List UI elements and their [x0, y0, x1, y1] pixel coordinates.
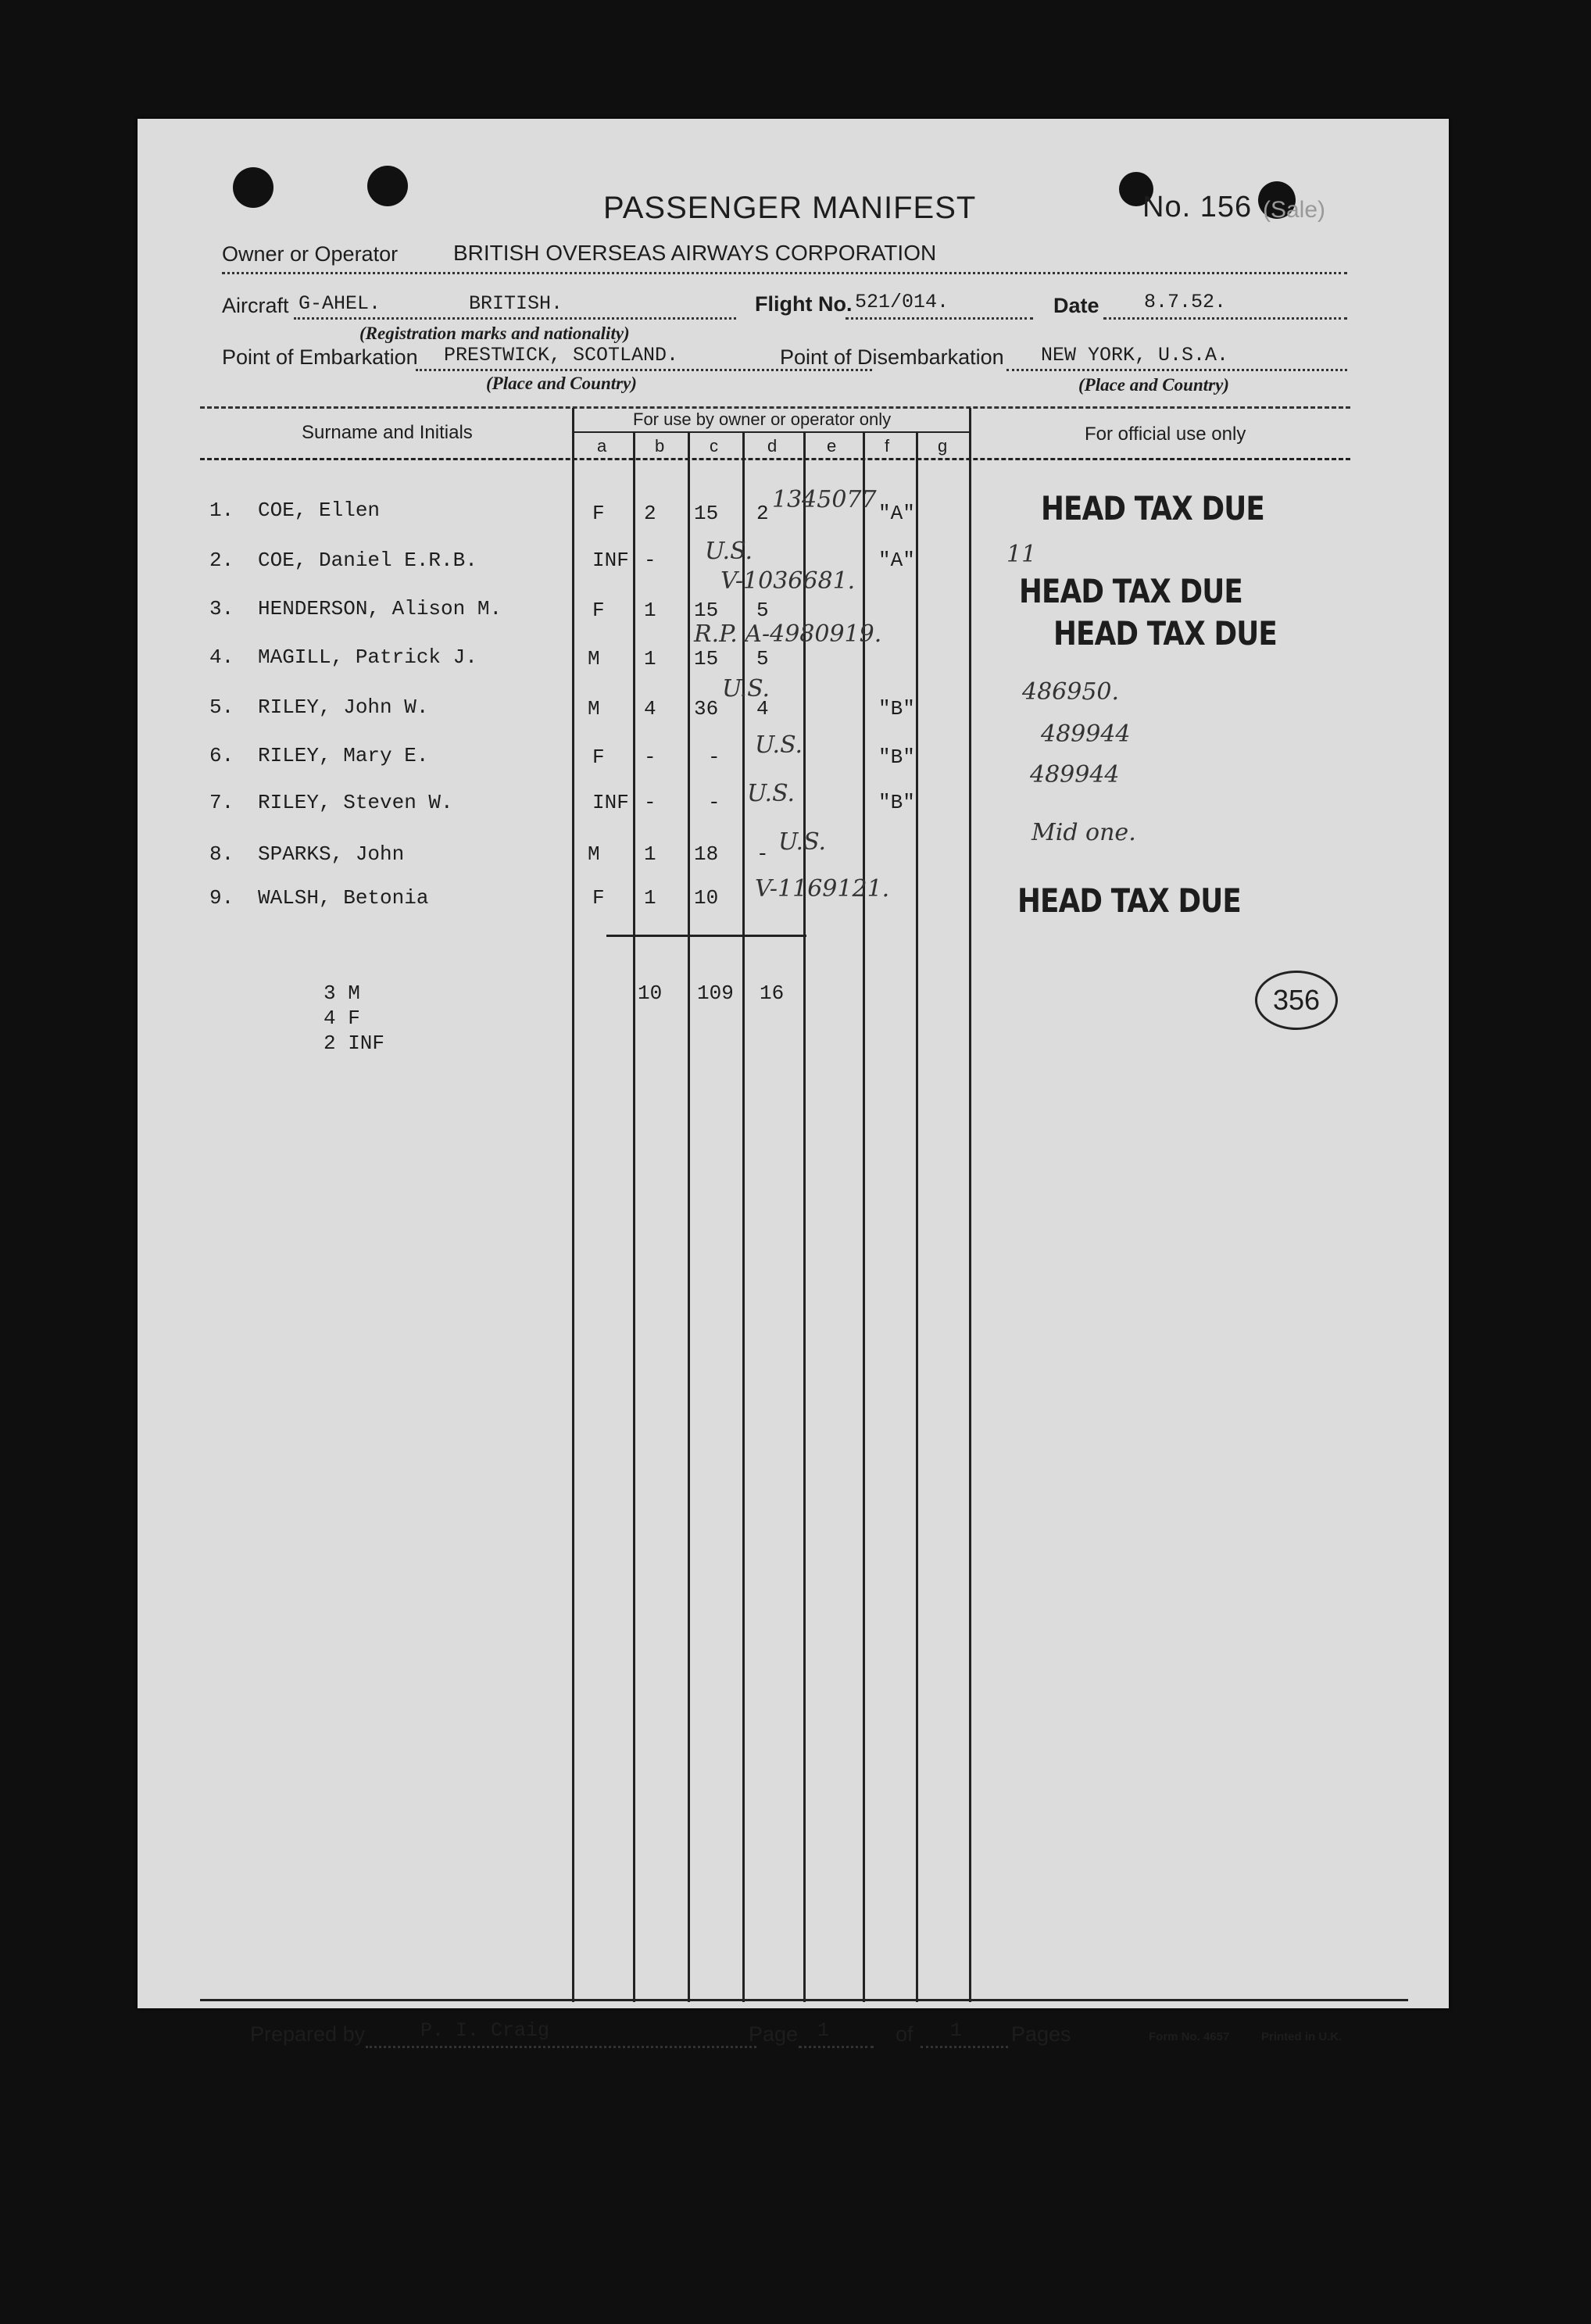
page-underline — [799, 2046, 874, 2048]
official-use-header: For official use only — [1085, 424, 1246, 445]
of-label: of — [896, 2022, 913, 2046]
page-value: 1 — [817, 2019, 830, 2042]
col-divider-g — [916, 431, 918, 2002]
punch-hole — [233, 167, 274, 208]
col-letter-a: a — [597, 436, 607, 456]
page-label: Page — [749, 2022, 799, 2046]
cell-b: 2 — [644, 502, 656, 525]
handwritten-note: R.P. A-4980919. — [694, 620, 882, 648]
handwritten-note: V-1036681. — [720, 567, 856, 595]
summary-male: 3 M — [324, 981, 360, 1005]
row-number: 7. — [209, 791, 234, 814]
passenger-name: WALSH, Betonia — [258, 886, 429, 910]
cell-b: - — [644, 745, 656, 769]
row-number: 2. — [209, 549, 234, 572]
summary-infant: 2 INF — [324, 1031, 385, 1055]
totals-rule — [606, 935, 806, 937]
total-c: 109 — [697, 981, 734, 1005]
cell-a: INF — [592, 791, 629, 814]
table-header-rule — [200, 458, 1350, 460]
cell-f: "A" — [878, 502, 915, 525]
owner-underline — [222, 272, 1347, 274]
col-divider-b — [633, 431, 635, 2002]
handwritten-note: U.S. — [778, 828, 827, 856]
col-divider-official — [969, 408, 971, 2002]
prepared-by-underline — [366, 2046, 756, 2048]
flight-label: Flight No. — [755, 292, 853, 316]
cell-a: F — [592, 599, 605, 622]
flight-underline — [846, 317, 1033, 320]
col-divider-e — [803, 431, 806, 2002]
cell-a: F — [592, 886, 605, 910]
official-entry: 489944 — [1041, 720, 1131, 748]
cell-c: 10 — [694, 886, 719, 910]
col-divider-a — [572, 408, 574, 2002]
cell-d: 5 — [756, 599, 769, 622]
official-entry: 489944 — [1030, 761, 1120, 788]
printed-in: Printed in U.K. — [1261, 2030, 1343, 2043]
row-number: 3. — [209, 597, 234, 620]
official-entry: 486950. — [1022, 678, 1120, 706]
disembarkation-value: NEW YORK, U.S.A. — [1041, 344, 1229, 366]
owner-use-rule — [572, 431, 969, 433]
passenger-name: HENDERSON, Alison M. — [258, 597, 502, 620]
punch-hole — [367, 166, 408, 206]
place-note-right: (Place and Country) — [1078, 375, 1229, 395]
manifest-sheet — [138, 119, 1449, 2046]
cell-b: 4 — [644, 697, 656, 720]
col-letter-c: c — [710, 436, 718, 456]
passenger-name: RILEY, Steven W. — [258, 791, 453, 814]
cell-d: - — [756, 842, 769, 866]
date-value: 8.7.52. — [1144, 291, 1227, 313]
owner-use-header: For use by owner or operator only — [633, 409, 892, 429]
cell-b: 1 — [644, 599, 656, 622]
date-underline — [1103, 317, 1347, 320]
col-letter-d: d — [767, 436, 778, 456]
owner-label: Owner or Operator — [222, 242, 399, 266]
official-entry: Mid one. — [1031, 819, 1136, 846]
table-top-rule — [200, 406, 1350, 409]
embarkation-value: PRESTWICK, SCOTLAND. — [444, 344, 679, 366]
cell-a: M — [588, 647, 600, 670]
cell-f: "B" — [878, 791, 915, 814]
cell-c: 15 — [694, 599, 719, 622]
cell-b: 1 — [644, 842, 656, 866]
prepared-by-value: P. I. Craig — [420, 2019, 550, 2042]
row-number: 8. — [209, 842, 234, 866]
passenger-name: COE, Daniel E.R.B. — [258, 549, 477, 572]
summary-female: 4 F — [324, 1006, 360, 1030]
total-d: 16 — [760, 981, 785, 1005]
embarkation-label: Point of Embarkation — [222, 345, 418, 369]
passenger-name: RILEY, Mary E. — [258, 744, 429, 767]
cell-b: 1 — [644, 647, 656, 670]
cell-b: - — [644, 549, 656, 572]
footer-rule — [200, 1999, 1408, 2001]
official-entry: 11 — [1006, 541, 1037, 568]
row-number: 1. — [209, 499, 234, 522]
passenger-name: SPARKS, John — [258, 842, 405, 866]
handwritten-note: U.S. — [705, 538, 753, 565]
page-title: PASSENGER MANIFEST — [603, 191, 977, 225]
cell-f: "A" — [878, 549, 915, 572]
prepared-by-label: Prepared by — [250, 2022, 366, 2046]
cell-c: 15 — [694, 502, 719, 525]
handwritten-note: 1345077 — [772, 486, 877, 513]
total-b: 10 — [638, 981, 663, 1005]
cell-f: "B" — [878, 745, 915, 769]
cell-a: M — [588, 697, 600, 720]
cell-c: - — [708, 791, 720, 814]
date-label: Date — [1053, 294, 1099, 317]
manifest-number: No. 156 — [1142, 191, 1253, 223]
place-note-left: (Place and Country) — [486, 374, 637, 393]
handwritten-note: V-1169121. — [755, 875, 890, 903]
cell-f: "B" — [878, 697, 915, 720]
official-entry: HEAD TAX DUE — [1053, 614, 1277, 653]
col-divider-f — [863, 431, 865, 2002]
cell-d: 5 — [756, 647, 769, 670]
pages-label: Pages — [1011, 2022, 1071, 2046]
cell-a: M — [588, 842, 600, 866]
aircraft-registration: G-AHEL. — [299, 292, 381, 315]
cell-b: - — [644, 791, 656, 814]
flight-number: 521/014. — [855, 291, 949, 313]
cell-a: F — [592, 502, 605, 525]
passenger-name: RILEY, John W. — [258, 695, 429, 719]
of-underline — [921, 2046, 1008, 2048]
col-letter-g: g — [938, 436, 948, 456]
col-divider-c — [688, 431, 690, 2002]
col-letter-f: f — [885, 436, 890, 456]
official-entry: HEAD TAX DUE — [1041, 489, 1264, 527]
aircraft-underline — [294, 317, 736, 320]
handwritten-note: U.S. — [722, 675, 770, 703]
row-number: 5. — [209, 695, 234, 719]
registration-note: (Registration marks and nationality) — [359, 324, 630, 343]
circled-number: 356 — [1255, 971, 1338, 1030]
handwritten-note: U.S. — [755, 731, 803, 759]
row-number: 6. — [209, 744, 234, 767]
cell-c: 18 — [694, 842, 719, 866]
cell-b: 1 — [644, 886, 656, 910]
cell-a: INF — [592, 549, 629, 572]
cell-a: F — [592, 745, 605, 769]
disembarkation-label: Point of Disembarkation — [780, 345, 1004, 369]
col-letter-e: e — [827, 436, 837, 456]
cell-c: 15 — [694, 647, 719, 670]
cell-d: 2 — [756, 502, 769, 525]
passenger-name: COE, Ellen — [258, 499, 381, 522]
passenger-name: MAGILL, Patrick J. — [258, 645, 477, 669]
aircraft-nationality: BRITISH. — [469, 292, 563, 315]
manifest-number-suffix: (Sale) — [1263, 197, 1326, 223]
official-entry: HEAD TAX DUE — [1019, 572, 1242, 610]
cell-c: 36 — [694, 697, 719, 720]
col-divider-d — [742, 431, 745, 2002]
disembarkation-underline — [1006, 369, 1347, 371]
aircraft-label: Aircraft — [222, 294, 289, 317]
of-value: 1 — [950, 2019, 963, 2042]
cell-d: 4 — [756, 697, 769, 720]
handwritten-note: U.S. — [747, 780, 796, 807]
row-number: 4. — [209, 645, 234, 669]
row-number: 9. — [209, 886, 234, 910]
official-entry: HEAD TAX DUE — [1017, 881, 1241, 920]
col-letter-b: b — [655, 436, 665, 456]
form-number: Form No. 4657 — [1149, 2030, 1230, 2043]
owner-value: BRITISH OVERSEAS AIRWAYS CORPORATION — [453, 241, 937, 265]
cell-c: - — [708, 745, 720, 769]
surname-header: Surname and Initials — [302, 422, 473, 443]
